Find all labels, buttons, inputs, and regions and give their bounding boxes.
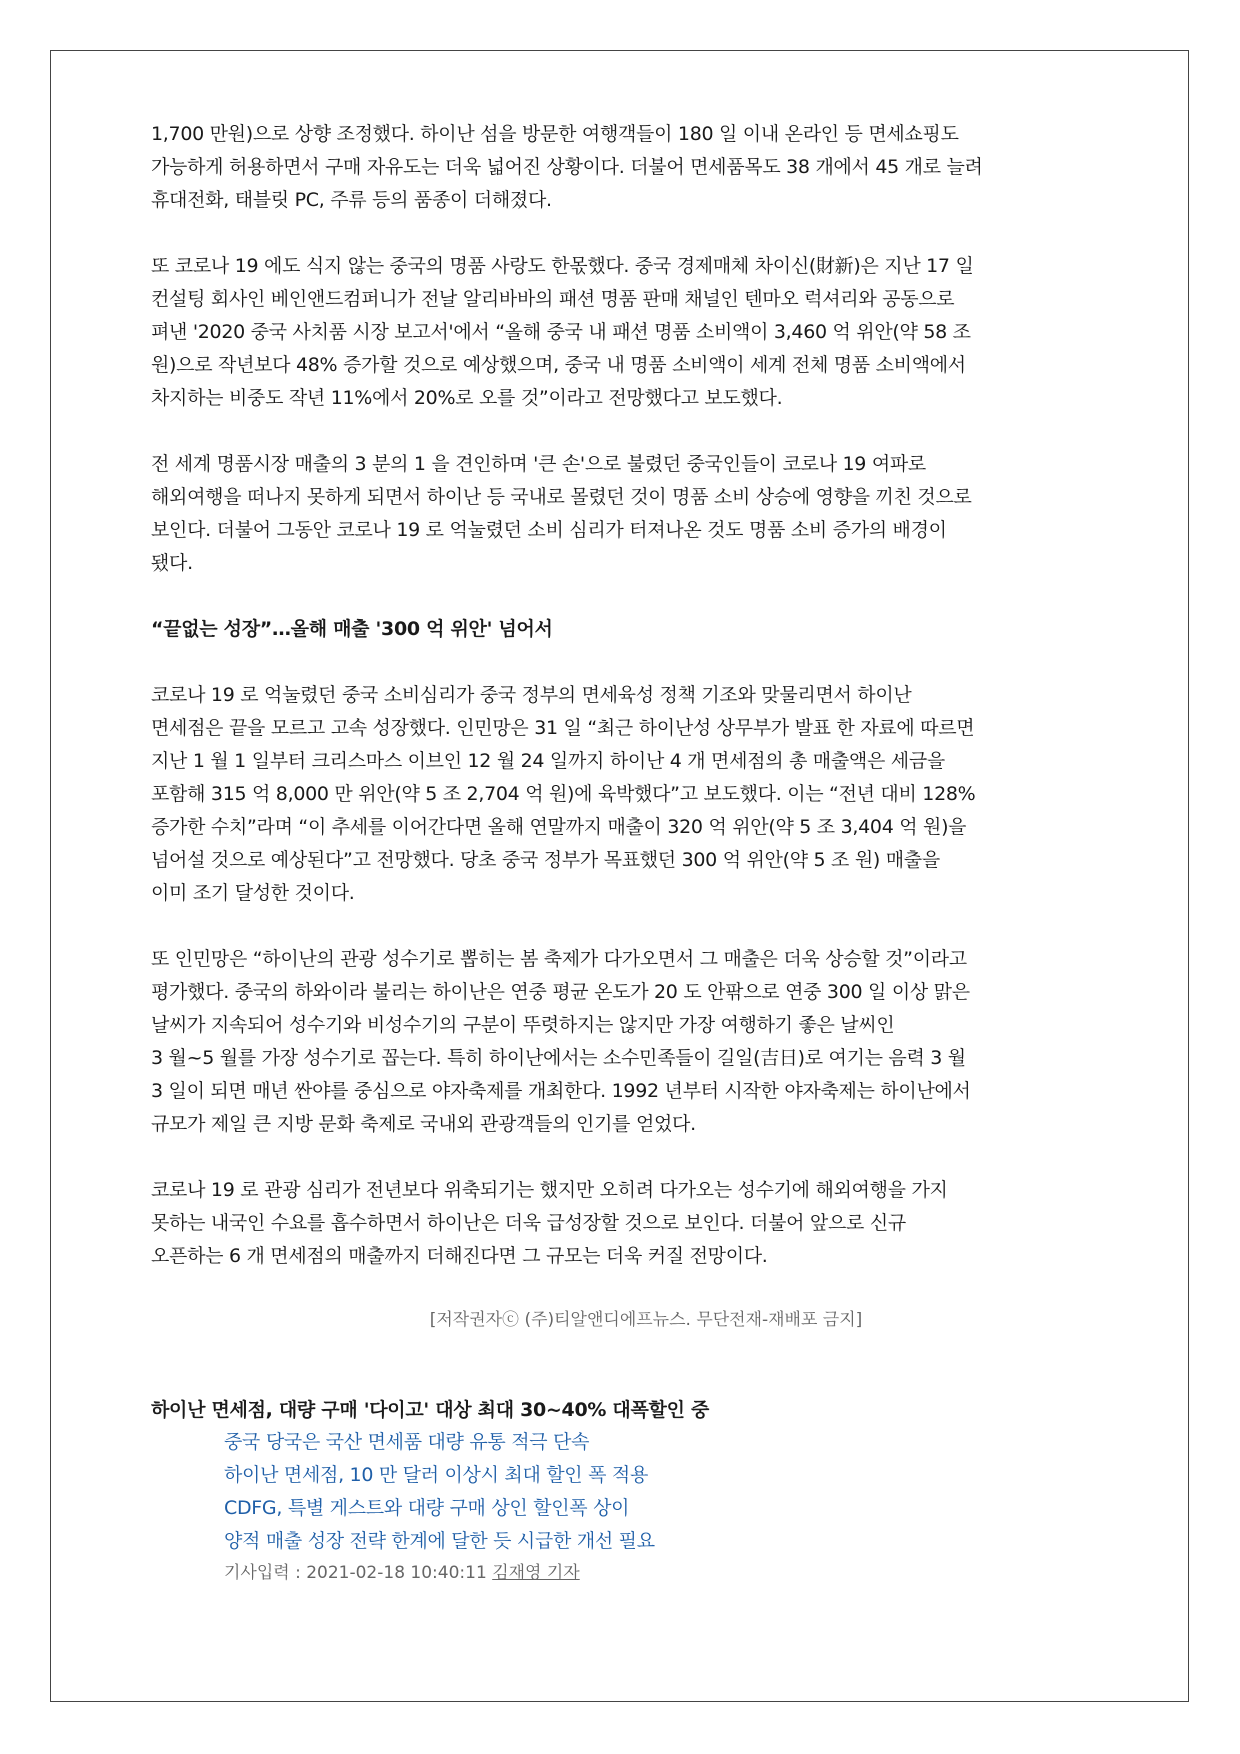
- text-line: 펴낸 '2020 중국 사치품 시장 보고서'에서 “올해 중국 내 패션 명품 소비액이 3,460 억 위안(약 58 조: [151, 321, 971, 343]
- text-line: 오픈하는 6 개 면세점의 매출까지 더해진다면 그 규모는 더욱 커질 전망이다.: [151, 1245, 768, 1267]
- related-subhead-link[interactable]: 양적 매출 성장 전략 한계에 달한 듯 시급한 개선 필요: [224, 1530, 655, 1552]
- text-line: 원)으로 작년보다 48% 증가할 것으로 예상했으며, 중국 내 명품 소비액이 세계 전체 명품 소비액에서: [151, 354, 966, 376]
- text-line: 이미 조기 달성한 것이다.: [151, 882, 355, 904]
- related-article-subheads: [151, 1426, 1101, 1558]
- reporter-link[interactable]: 김재영 기자: [492, 1563, 580, 1583]
- paragraph: [151, 448, 1101, 580]
- related-article-heading[interactable]: 하이난 면세점, 대량 구매 '다이고' 대상 최대 30~40% 대폭할인 중: [151, 1399, 710, 1421]
- text-line: 1,700 만원)으로 상향 조정했다. 하이난 섬을 방문한 여행객들이 180 일 이내 온라인 등 면세쇼핑도: [151, 123, 959, 145]
- copyright-notice: [저작권자ⓒ (주)티알앤디에프뉴스. 무단전재-재배포 금지]: [429, 1310, 863, 1330]
- text-line: 넘어설 것으로 예상된다”고 전망했다. 당초 중국 정부가 목표했던 300 억 위안(약 5 조 원) 매출을: [151, 849, 940, 871]
- text-line: 면세점은 끝을 모르고 고속 성장했다. 인민망은 31 일 “최근 하이난성 상무부가 발표 한 자료에 따르면: [151, 717, 975, 739]
- text-line: 차지하는 비중도 작년 11%에서 20%로 오를 것”이라고 전망했다고 보도했다.: [151, 387, 783, 409]
- section-subheading: “끝없는 성장”…올해 매출 '300 억 위안' 넘어서: [151, 618, 553, 640]
- text-line: 전 세계 명품시장 매출의 3 분의 1 을 견인하며 '큰 손'으로 불렸던 중국인들이 코로나 19 여파로: [151, 453, 926, 475]
- text-line: 포함해 315 억 8,000 만 위안(약 5 조 2,704 억 원)에 육박했다”고 보도했다. 이는 “전년 대비 128%: [151, 783, 976, 805]
- paragraph: [151, 1174, 1101, 1273]
- text-line: 규모가 제일 큰 지방 문화 축제로 국내외 관광객들의 인기를 얻었다.: [151, 1113, 696, 1135]
- text-line: 지난 1 월 1 일부터 크리스마스 이브인 12 월 24 일까지 하이난 4 개 면세점의 총 매출액은 세금을: [151, 750, 945, 772]
- text-line: 날씨가 지속되어 성수기와 비성수기의 구분이 뚜렷하지는 않지만 가장 여행하기 좋은 날씨인: [151, 1014, 895, 1036]
- paragraph: [151, 118, 1101, 217]
- text-line: 못하는 내국인 수요를 흡수하면서 하이난은 더욱 급성장할 것으로 보인다. 더불어 앞으로 신규: [151, 1212, 906, 1234]
- paragraph: [151, 679, 1101, 910]
- text-line: 또 코로나 19 에도 식지 않는 중국의 명품 사랑도 한몫했다. 중국 경제매체 차이신(財新)은 지난 17 일: [151, 255, 974, 277]
- article-body: [151, 118, 1101, 1588]
- related-subhead-link[interactable]: 중국 당국은 국산 면세품 대량 유통 적극 단속: [224, 1431, 590, 1453]
- text-line: 3 월~5 월를 가장 성수기로 꼽는다. 특히 하이난에서는 소수민족들이 길일(吉日)로 여기는 음력 3 월: [151, 1047, 966, 1069]
- text-line: 코로나 19 로 관광 심리가 전년보다 위축되기는 했지만 오히려 다가오는 성수기에 해외여행을 가지: [151, 1179, 948, 1201]
- related-subhead-link[interactable]: 하이난 면세점, 10 만 달러 이상시 최대 할인 폭 적용: [224, 1464, 648, 1486]
- text-line: 보인다. 더불어 그동안 코로나 19 로 억눌렸던 소비 심리가 터져나온 것도 명품 소비 증가의 배경이: [151, 519, 947, 541]
- text-line: 평가했다. 중국의 하와이라 불리는 하이난은 연중 평균 온도가 20 도 안팎으로 연중 300 일 이상 맑은: [151, 981, 970, 1003]
- paragraph: [151, 250, 1101, 415]
- text-line: 또 인민망은 “하이난의 관광 성수기로 뽑히는 봄 축제가 다가오면서 그 매출은 더욱 상승할 것”이라고: [151, 948, 967, 970]
- text-line: 휴대전화, 태블릿 PC, 주류 등의 품종이 더해졌다.: [151, 189, 552, 211]
- text-line: 가능하게 허용하면서 구매 자유도는 더욱 넓어진 상황이다. 더불어 면세품목도 38 개에서 45 개로 늘려: [151, 156, 983, 178]
- text-line: 증가한 수치”라며 “이 추세를 이어간다면 올해 연말까지 매출이 320 억 위안(약 5 조 3,404 억 원)을: [151, 816, 967, 838]
- text-line: 코로나 19 로 억눌렸던 중국 소비심리가 중국 정부의 면세육성 정책 기조와 맞물리면서 하이난: [151, 684, 912, 706]
- paragraph: [151, 943, 1101, 1141]
- related-subhead-link[interactable]: CDFG, 특별 게스트와 대량 구매 상인 할인폭 상이: [224, 1497, 630, 1519]
- text-line: 됐다.: [151, 552, 193, 574]
- text-line: 3 일이 되면 매년 싼야를 중심으로 야자축제를 개최한다. 1992 년부터 시작한 야자축제는 하이난에서: [151, 1080, 971, 1102]
- text-line: 해외여행을 떠나지 못하게 되면서 하이난 등 국내로 몰렸던 것이 명품 소비 상승에 영향을 끼친 것으로: [151, 486, 972, 508]
- text-line: 컨설팅 회사인 베인앤드컴퍼니가 전날 알리바바의 패션 명품 판매 채널인 텐마오 럭셔리와 공동으로: [151, 288, 955, 310]
- article-byline: [151, 1558, 1101, 1588]
- published-timestamp: 기사입력 : 2021-02-18 10:40:11: [224, 1563, 487, 1583]
